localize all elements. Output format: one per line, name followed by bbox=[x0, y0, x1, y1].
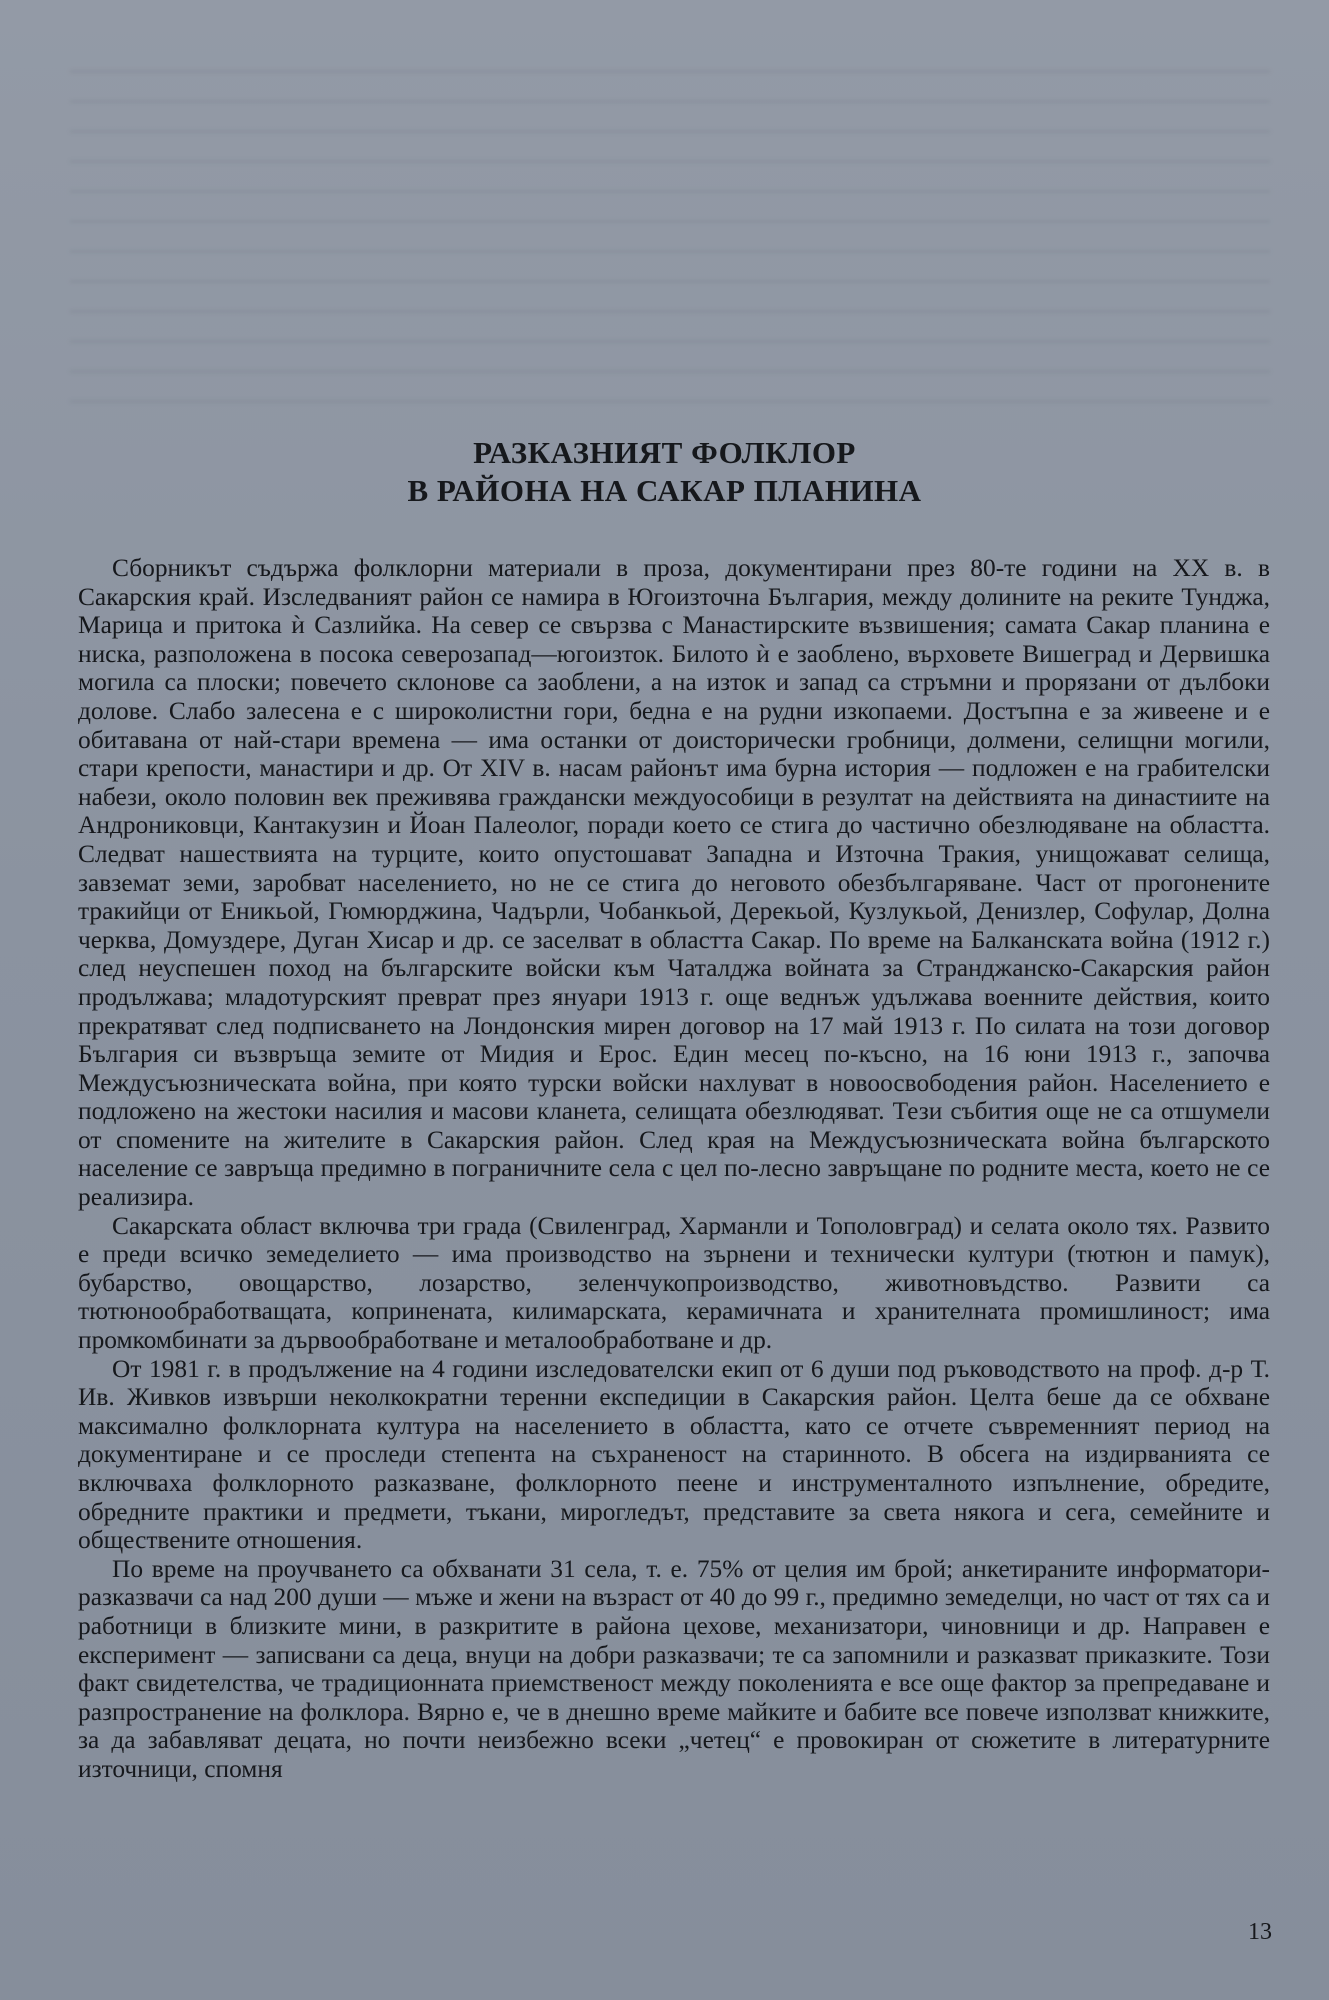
paragraph: Сборникът съдържа фолклорни материали в проза, документирани през 80-те години на XX в. в Сакарския край. Изследваният район се намира в Югоизточна България, между долините на реките Тунджа, Марица и притока ѝ Сазлийка. На север се свързва с Манастирските възвишения; самата Сакар планина е ниска, разположена в посока северозапад—югоизток. Билото ѝ е заоблено, върховете Вишеград и Дервишка могила са плоски; повечето склонове са заоблени, а на изток и запад са стръмни и прорязани от дълбоки долове. Слабо залесена е с широколистни гори, бедна е на рудни изкопаеми. Достъпна е за живеене и е обитавана от най-стари времена — има останки от доисторически гробници, долмени, селищни могили, стари крепости, манастири и др. От XIV в. насам районът има бурна история — подложен е на грабителски набези, около половин век преживява граждански междуособици в резултат на действията на династиите на Андрониковци, Кантакузин и Йоан Палеолог, поради което се стига до частично обезлюдяване на областта. Следват нашествията на турците, които опустошават Западна и Източна Тракия, унищожават селища, завземат земи, заробват населението, но не се стига до неговото обезбългаряване. Част от прогонените тракийци от Еникьой, Гюмюрджина, Чадърли, Чобанкьой, Дерекьой, Кузлукьой, Денизлер, Софулар, Долна черква, Домуздере, Дуган Хисар и др. се заселват в областта Сакар. По време на Балканската война (1912 г.) след неуспешен поход на българските войски към Чаталджа войната за Странджанско-Сакарския район продължава; младотурският преврат през януари 1913 г. още веднъж удължава военните действия, които прекратяват след подписването на Лондонския мирен договор на 17 май 1913 г. По силата на този договор България си възвръща земите от Мидия и Ерос. Един месец по-късно, на 16 юни 1913 г., започва Междусъюзническата война, при която турски войски нахлуват в новоосвободения район. Населението е подложено на жестоки насилия и масови кланета, селищата обезлюдяват. Тези събития още не са отшумели от спомените на жителите в Сакарския район. След края на Междусъюзническата война българското население се завръща предимно в пограничните села с цел по-лесно завръщане по родните места, което не се реализира. bbox=[78, 554, 1270, 1212]
body-text bbox=[78, 554, 1270, 1784]
page-title bbox=[0, 434, 1329, 510]
page-number: 13 bbox=[1248, 1919, 1272, 1945]
paragraph: По време на проучването са обхванати 31 села, т. е. 75% от целия им брой; анкетираните информатори-разказвачи са над 200 души — мъже и жени на възраст от 40 до 99 г., предимно земеделци, но част от тях са и работници в близките мини, в разкритите в района цехове, механизатори, чиновници и др. Направен е експеримент — записвани са деца, внуци на добри разказвачи; те са запомнили и разказват приказките. Този факт свидетелства, че традиционната приемственост между поколенията е все още фактор за препредаване и разпространение на фолклора. Вярно е, че в днешно време майките и бабите все повече използват книжките, за да забавляват децата, но почти неизбежно всеки „четец“ е провокиран от сюжетите в литературните източници, спомня bbox=[78, 1554, 1270, 1783]
paragraph: От 1981 г. в продължение на 4 години изследователски екип от 6 души под ръководството на проф. д-р Т. Ив. Живков извърши неколкократни теренни експедиции в Сакарския район. Целта беше да се обхване максимално фолклорната култура на населението в областта, като се отчете съвременният период на документиране и се проследи степента на съхраненост на старинното. В обсега на издирванията се включваха фолклорното разказване, фолклорното пеене и инструменталното изпълнение, обредите, обредните практики и предмети, тъкани, мирогледът, представите за света някога и сега, семейните и обществените отношения. bbox=[78, 1354, 1270, 1555]
title-line-1: РАЗКАЗНИЯТ ФОЛКЛОР bbox=[473, 435, 856, 470]
bleed-through-text bbox=[70, 70, 1270, 430]
paragraph: Сакарската област включва три града (Свиленград, Харманли и Тополовград) и селата около тях. Развито е преди всичко земеделието — има производство на зърнени и технически култури (тютюн и памук), бубарство, овощарство, лозарство, зеленчукопроизводство, животновъдство. Развити са тютюнообработващата, копринената, килимарската, керамичната и хранителната промишлиност; има промкомбинати за дървообработване и металообработване и др. bbox=[78, 1211, 1270, 1355]
title-line-2: В РАЙОНА НА САКАР ПЛАНИНА bbox=[407, 473, 922, 508]
